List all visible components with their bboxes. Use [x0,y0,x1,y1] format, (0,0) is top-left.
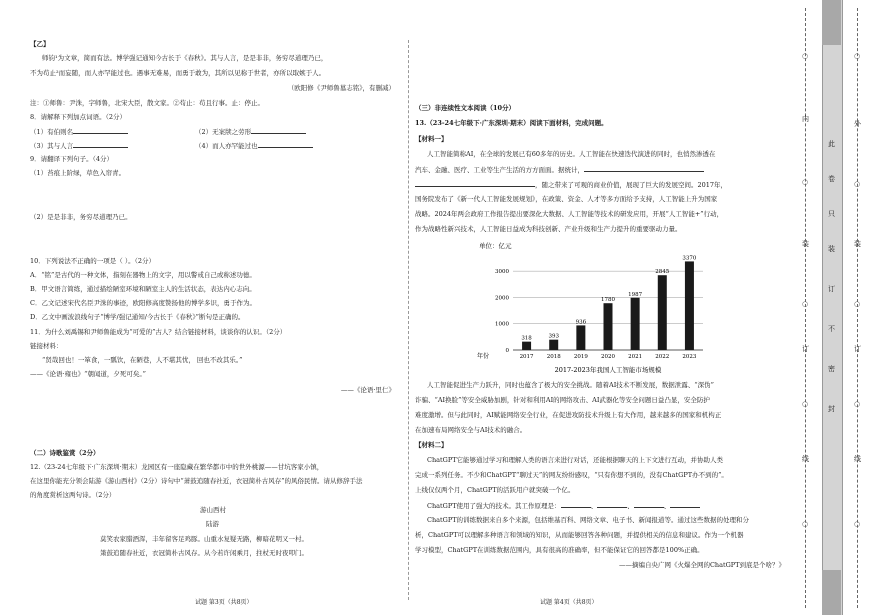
chart-ytick-label: 1000 [495,321,509,328]
binding-band [822,0,843,615]
right-page [415,0,785,615]
left-page [30,0,395,615]
link-quote-2: ——《论语·雍也》“朝闻道，夕死可矣。” [30,370,146,378]
passage-source: （欧阳修《尹师鲁墓志铭》，有删减） [287,84,395,92]
binding-strip [795,0,870,615]
page-footer-left: 试题 第3页（共8页） [195,599,253,606]
poem-author: 陆游 [206,520,219,528]
chart-xtick-label: 2020 [601,354,615,360]
band-char-5: 订 [828,285,835,293]
q8-item-4: （4）而人亦罕能过也 [195,141,313,151]
band-char-3: 只 [828,210,835,218]
band-char-8: 封 [828,405,835,413]
middle-char-2: 装 [854,240,861,248]
q10-option-a: A．“铭”是古代的一种文体，指刻在器物上的文字，用以警戒自己或称述功德。 [30,271,256,279]
chart-data-label: 1987 [628,291,643,298]
answer-blank[interactable] [561,501,591,508]
m1-line-1: 人工智能简称AI，在全球的发展已有60多年的历史。人工智能在快速迭代演进的同时，也悄然渗透在 [427,150,716,158]
chart-bar [631,298,640,350]
outer-char-1: 内 [802,115,809,123]
question-13: 13.（23-24七年级下·广东深圳·期末）阅读下面材料，完成问题。 [415,119,608,127]
outer-circle-1: ○ [802,52,809,60]
q10-option-d: D．乙文中画波浪线句子“博学/强记通知/今古长于《春秋》”断句是正确的。 [30,313,245,321]
passage-line-2: 不为苟止²而妄随，而人亦罕能过也。遇事无难易，而勇于敢为，其所以见称于世者，亦所以取嫉于人。 [30,69,326,77]
band-top-shade [822,0,841,45]
answer-blank[interactable] [584,165,704,172]
m2-line-5: ChatGPT的训练数据来自多个来源，包括维基百科、网络文章、电子书、新闻报道等。通过这些数据的处理和分 [427,516,750,524]
after-chart-line-1: 人工智能促进生产力跃升，同时也蕴含了极大的安全挑战。随着AI技术不断发展，数据泄露、“深伪” [427,381,714,389]
m2-line-6: 析，ChatGPT可以理解多种语言和领域的知识，从而能够回答各种问题，并提供相关的信息和建议。作为一个机器 [415,531,744,539]
band-char-4: 装 [828,245,835,253]
section-header-yi: 【乙】 [30,40,50,48]
chart-xtick-label: 2021 [628,354,643,360]
inner-circle-3: ○ [854,300,861,308]
q8-item-3: （3）其与人言 [30,141,128,151]
chart-svg [475,238,715,378]
answer-blank[interactable] [670,501,700,508]
inner-circle-1: ○ [854,52,861,60]
chart-data-label: 936 [575,319,587,326]
outer-char-2: 装 [802,240,809,248]
q8-item-1: （1）有伯则名 [30,127,128,137]
chart-xtick-label: 2022 [655,354,670,360]
page-footer-right: 试题 第4页（共8页） [540,599,598,606]
q8-item-2: （2）无案牍之劳形 [195,127,306,137]
outer-circle-2: ○ [802,178,809,186]
chart-bar [604,303,613,350]
answer-blank[interactable] [251,127,306,134]
passage-line-1: 师钧¹为文章，简而有法。博学强记通知今古长于《春秋》。其与人言，是是非非，务穷尽道理乃已， [42,54,328,62]
answer-blank[interactable] [73,141,128,148]
m2-line-1: ChatGPT它能够通过学习和理解人类的语言来进行对话，还能根据聊天的上下文进行互动，并协助人类 [427,456,724,464]
section-2-title: （二）诗歌鉴赏（2分） [30,449,100,457]
chart-data-label: 3370 [682,255,697,262]
outer-circle-3: ○ [802,300,809,308]
middle-char-1: 外 [854,120,861,128]
chart-data-label: 318 [521,335,532,342]
answer-blank[interactable] [597,501,627,508]
m2-line-7: 学习模型，ChatGPT在训练数据范围内，具有很高的准确率，但不能保证它的回答都是100%正确。 [415,546,704,554]
q9-item-2: （2）是是非非，务穷尽道理乃已。 [30,213,132,221]
middle-char-3: 订 [854,345,861,353]
poem-line-2: 箫鼓追随春社近，衣冠简朴古风存。从今若许闲乘月，拄杖无时夜叩门。 [100,549,308,557]
q9-item-1: （1）苔痕上阶绿，草色入帘青。 [30,169,126,177]
section-3-title: （三）非连续性文本阅读（10分） [415,104,516,112]
answer-blank[interactable] [415,180,535,187]
question-11: 11．为什么刘禹锡和尹师鲁能成为“可爱的”古人？结合链接材料，谈谈你的认识。（2分） [30,328,287,336]
q12-line-1: 12.（23-24七年级下·广东深圳·期末）龙园区有一座隐藏在繁华都市中的世外桃源——甘坑客家小镇， [30,463,324,471]
poem-line-1: 莫笑农家腊酒浑，丰年留客足鸡豚。山重水复疑无路，柳暗花明又一村。 [100,535,308,543]
chart-title: 2017-2023年我国人工智能市场规模 [554,366,662,374]
q10-option-b: B．甲文语言简练，通过描绘陋室环境和陋室主人的生活状态，表达内心志向。 [30,285,256,293]
middle-char-4: 线 [854,455,861,463]
chart-bar [549,340,558,350]
outer-circle-5: ○ [802,520,809,528]
passage-note: 注：①师鲁：尹洙，字师鲁，北宋大臣，散文家。②苟止：苟且行事。止：停止。 [30,99,264,107]
chart-bar [522,342,531,350]
band-char-7: 密 [828,365,835,373]
m2-line-3: 上线仅仅两个月，ChatGPT的活跃用户就突破一个亿。 [415,486,575,494]
chart-bar [576,325,585,350]
m2-line-2: 完成一系列任务。不少和ChatGPT“聊过天”的网友纷纷感叹，“只有你想不到的，没有ChatGPT办不到的”。 [415,471,728,479]
q12-line-3: 的角度赏析这两句诗。（2分） [30,491,116,499]
chart-bar [685,261,694,350]
link-source: ——《论语·里仁》 [340,386,395,394]
chart-data-label: 393 [548,333,559,340]
m1-line-6: 作为战略性新兴技术，人工智能日益成为科技创新、产业升级和生产力提升的重要驱动力量。 [415,225,682,233]
question-10: 10．下列说法不正确的一项是（ ）。（2分） [30,257,155,265]
after-chart-line-2: 诈骗、“AI换脸”等安全威胁加剧，针对和利用AI的网络攻击、AI武器化等安全问题日益凸显，安全防护 [415,396,710,404]
material-1-label: 【材料一】 [415,135,448,143]
inner-circle-5: ○ [854,520,861,528]
q10-option-c: C．乙文记述宋代名臣尹洙的事迹，欧阳修高度赞扬他的博学多识，勇于作为。 [30,299,256,307]
chart-bar [658,275,667,350]
page-divider [408,40,409,600]
m1-line-4: 国务院发布了《新一代人工智能发展规划》，在政策、资金、人才等多方面给予支持，人工智能上升为国家 [415,195,718,203]
band-char-6: 不 [828,325,835,333]
chart-ytick-label: 0 [505,348,509,354]
inner-circle-4: ○ [854,400,861,408]
m1-line-3: ，随之带来了可观的商业价值，展现了巨大的发展空间。2017年， [415,180,727,190]
chart-ytick-label: 3000 [495,269,509,276]
outer-circle-4: ○ [802,400,809,408]
band-char-2: 卷 [828,175,835,183]
chart-xlabel: 年份 [477,353,490,360]
outer-char-3: 订 [802,345,809,353]
m2-line-4: ChatGPT使用了强大的技术。其工作原理是： 、 、 、 [427,501,700,511]
ai-market-chart [475,238,715,381]
chart-xtick-label: 2017 [519,354,534,360]
link-label: 链接材料： [30,342,63,350]
m1-line-5: 战略。2024年两会政府工作报告提出要深化大数据、人工智能等技术的研发应用，开展“人工智能+”行动， [415,210,724,218]
chart-xtick-label: 2023 [682,354,697,360]
after-chart-line-3: 难度激增。但与此同时，AI赋能网络安全行业，在促进攻防技术升级上有大作用，越来越多的国家和机构正 [415,411,722,419]
poem-title: 游山西村 [200,506,226,514]
chart-data-label: 1780 [601,297,615,304]
material-2-label: 【材料二】 [415,441,448,449]
link-quote: “贤哉回也！一箪食，一瓢饮，在陋巷，人不堪其忧， 回也不改其乐。” [42,356,243,364]
answer-blank[interactable] [634,501,664,508]
m2-source: ——摘编自央广网《火爆全网的ChatGPT到底是个啥？》 [618,561,785,569]
q12-line-2: 在这里你能充分领会陆游《游山西村》（2分）诗句中“萧鼓追随春社近，衣冠简朴古风存”的风俗民情。请从修辞手法 [30,477,363,485]
band-char-1: 此 [828,140,835,148]
outer-char-4: 线 [802,455,809,463]
answer-blank[interactable] [258,141,313,148]
m1-line-2: 汽车、金融、医疗、工业等生产生活的方方面面。据统计， [415,165,704,175]
chart-ytick-label: 2000 [495,295,509,302]
chart-xtick-label: 2019 [573,354,588,360]
inner-circle-2: ○ [854,180,861,188]
question-8: 8．请解释下列加点词语。（2分） [30,113,127,121]
band-bottom-shade [822,570,841,615]
chart-xtick-label: 2018 [546,354,561,360]
chart-ylabel: 单位：亿元 [479,242,512,250]
after-chart-line-4: 在加速布局网络安全与AI技术的融合。 [415,426,527,434]
answer-blank[interactable] [73,127,128,134]
chart-data-label: 2845 [655,269,670,276]
question-9: 9．请翻译下列句子。（4分） [30,155,114,163]
